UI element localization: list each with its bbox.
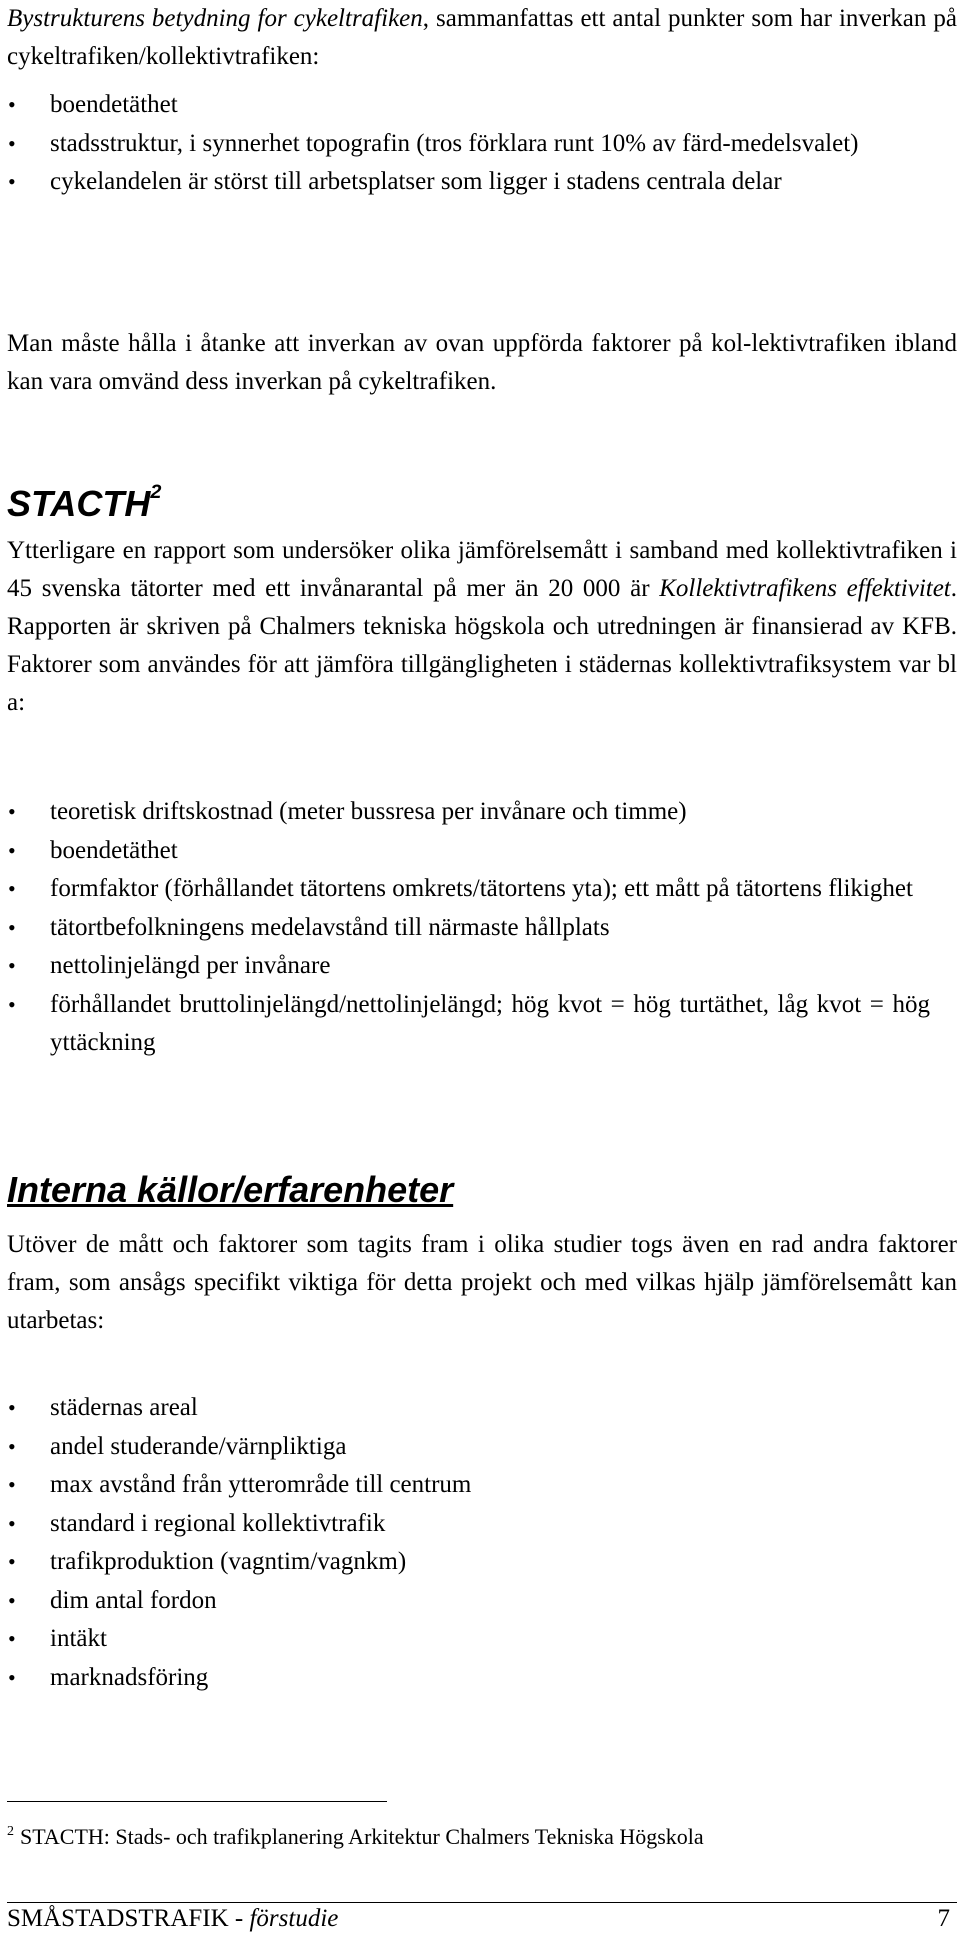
footnote-text: STACTH: Stads- och trafikplanering Arkitektur Chalmers Tekniska Högskola <box>20 1824 704 1849</box>
bullet-icon: • <box>8 1587 16 1613</box>
footnote-mark: 2 <box>7 1824 14 1839</box>
bullet-icon: • <box>8 1472 16 1497</box>
list-item: • marknadsföring <box>0 1659 955 1698</box>
list-item: • standard i regional kollektivtrafik <box>0 1505 955 1544</box>
bullet-icon: • <box>8 1433 16 1459</box>
bullet-icon: • <box>8 1510 16 1536</box>
stacth-factors-list <box>0 793 960 1063</box>
bullet-icon: • <box>8 169 16 194</box>
list-item: • dim antal fordon <box>0 1582 955 1621</box>
bullet-icon: • <box>8 1395 16 1420</box>
footnote <box>7 1817 704 1852</box>
bullet-icon: • <box>8 1664 16 1690</box>
list-item: • formfaktor (förhållandet tätortens omkrets/tätortens yta); ett mått på tätortens flikighet <box>0 870 930 909</box>
bullet-icon: • <box>8 837 16 863</box>
list-item: • cykelandelen är störst till arbetsplatser som ligger i stadens centrala delar <box>0 163 930 202</box>
list-item: • teoretisk driftskostnad (meter bussresa per invånare och timme) <box>0 793 955 832</box>
footer-title: SMÅSTADSTRAFIK - förstudie <box>7 1905 339 1932</box>
bullet-icon: • <box>8 953 16 978</box>
footnote-divider <box>7 1801 387 1802</box>
bullet-icon: • <box>8 130 16 156</box>
bullet-icon: • <box>8 1626 16 1651</box>
intro-italic-lead: Bystrukturens betydning for cykeltrafiken <box>7 5 423 32</box>
list-item: • boendetäthet <box>0 86 955 125</box>
stacth-heading: STACTH$^2$ <box>7 481 162 524</box>
list-item: • max avstånd från ytterområde till centrum <box>0 1466 955 1505</box>
interna-paragraph: Utöver de mått och faktorer som tagits fram i olika studier togs även en rad andra faktorer fram, som ansågs specifikt viktiga för detta projekt och med vilkas hjälp jämförelsemått kan utarbetas: <box>7 1231 957 1334</box>
bullet-icon: • <box>8 1549 16 1574</box>
inverkan-paragraph: Man måste hålla i åtanke att inverkan av ovan uppförda faktorer på kol-lektivtrafiken ibland kan vara omvänd dess inverkan på cykeltrafiken. <box>7 330 957 395</box>
list-item: • städernas areal <box>0 1389 955 1428</box>
list-item: • andel studerande/värnpliktiga <box>0 1428 955 1467</box>
list-item: • trafikproduktion (vagntim/vagnkm) <box>0 1543 955 1582</box>
report-title: Kollektivtrafikens effektivitet <box>659 575 951 602</box>
bullet-icon: • <box>8 799 16 824</box>
list-item: • förhållandet bruttolinjelängd/nettolinjelängd; hög kvot = hög turtäthet, låg kvot = hög yttäckning <box>0 986 930 1063</box>
footnote-ref: 2 <box>150 481 162 503</box>
list-item: • boendetäthet <box>0 832 955 871</box>
bullet-icon: • <box>8 991 16 1017</box>
intro-rest: , sammanfattas ett antal punkter som har inverkan på cykeltrafiken/kollektivtrafiken: <box>7 5 957 70</box>
bullet-icon: • <box>8 92 16 117</box>
interna-factors-list <box>0 1389 960 1697</box>
stacth-paragraph: Ytterligare en rapport som undersöker olika jämförelsemått i samband med kollektivtrafiken i 45 svenska tätorter med ett invånarantal på mer än 20 000 är Kollektivtrafikens effektivitet. Rapporten är skriven på Chalmers tekniska högskola och utredningen är finansierad av KFB. Faktorer som användes för att jämföra tillgängligheten i städernas kollektivtrafiksystem var bl a: <box>7 537 957 716</box>
intro-paragraph <box>7 0 957 76</box>
bystruktur-list <box>0 86 960 202</box>
page-number: 7 <box>937 1905 950 1932</box>
bullet-icon: • <box>8 876 16 901</box>
interna-heading: Interna källor/erfarenheter <box>7 1169 454 1210</box>
list-item: • intäkt <box>0 1620 955 1659</box>
list-item: • stadsstruktur, i synnerhet topografin (tros förklara runt 10% av färd-medelsvalet) <box>0 125 930 164</box>
list-item: • tätortbefolkningens medelavstånd till närmaste hållplats <box>0 909 955 948</box>
bullet-icon: • <box>8 914 16 940</box>
list-item: • nettolinjelängd per invånare <box>0 947 955 986</box>
